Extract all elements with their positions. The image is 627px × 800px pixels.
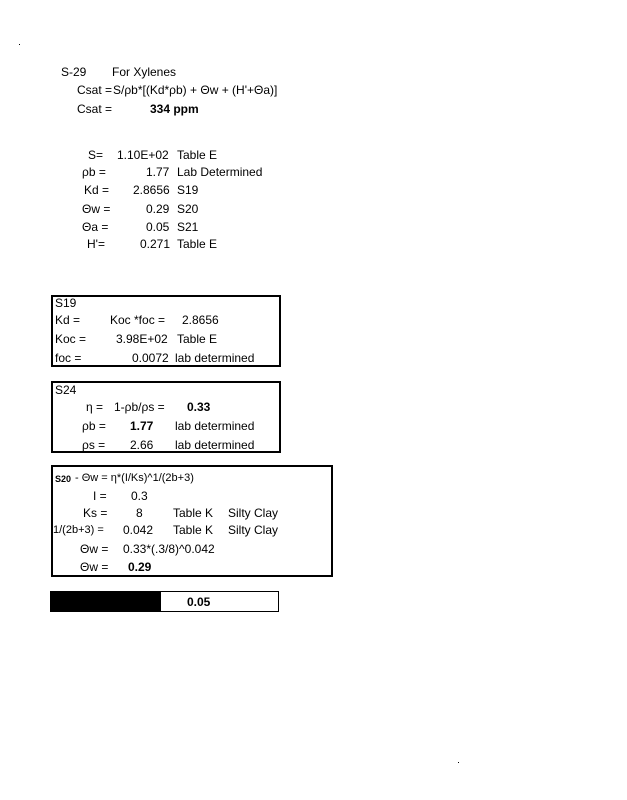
formula-rhs: S/ρb*[(Kd*ρb) + Θw + (H'+Θa)] — [113, 83, 278, 97]
s20-ks-soil: Silty Clay — [228, 506, 279, 520]
s20-header-formula: - Θw = η*(I/Ks)^1/(2b+3) — [75, 472, 194, 484]
formula-lhs: Csat = — [77, 83, 113, 97]
result-label: Csat = — [77, 102, 113, 116]
s20-exp-value: 0.042 — [123, 523, 154, 537]
s19-koc-value: 3.98E+02 — [116, 332, 168, 346]
s24-eta-value: 0.33 — [187, 400, 211, 414]
s19-kd-label: Kd = — [55, 313, 81, 327]
param-value-thetaw: 0.29 — [146, 202, 170, 216]
param-source-kd: S19 — [177, 183, 199, 197]
s19-foc-source: lab determined — [175, 351, 255, 365]
param-label-thetaa: Θa = — [82, 220, 109, 234]
s20-thw-expr: 0.33*(.3/8)^0.042 — [123, 542, 215, 556]
param-source-s: Table E — [177, 148, 218, 162]
param-source-thetaw: S20 — [177, 202, 199, 216]
footer-value: 0.05 — [187, 595, 211, 609]
s20-title: S20 — [55, 474, 72, 484]
s20-thw-value: 0.29 — [128, 560, 152, 574]
param-value-s: 1.10E+02 — [117, 148, 169, 162]
scan-speck-top — [19, 44, 20, 45]
s24-rhob-source: lab determined — [175, 419, 255, 433]
param-source-henry: Table E — [177, 237, 218, 251]
s20-exp-soil: Silty Clay — [228, 523, 279, 537]
s24-title: S24 — [55, 383, 77, 397]
value-cell-box — [159, 591, 279, 612]
s19-kd-expr: Koc *foc = — [110, 313, 166, 327]
section-id: S-29 — [61, 65, 87, 79]
param-value-henry: 0.271 — [140, 237, 171, 251]
s20-ks-label: Ks = — [83, 506, 108, 520]
param-source-rhob: Lab Determined — [177, 165, 263, 179]
param-label-henry: H'= — [87, 237, 105, 251]
scan-speck-bottom — [458, 762, 459, 763]
s24-rhob-label: ρb = — [82, 419, 106, 433]
s19-title: S19 — [55, 296, 77, 310]
s24-rhos-value: 2.66 — [130, 438, 154, 452]
label-cell-filled-black — [50, 591, 161, 612]
s20-exp-label: 1/(2b+3) = — [53, 524, 104, 536]
param-label-thetaw: Θw = — [82, 202, 111, 216]
param-label-kd: Kd = — [84, 183, 110, 197]
s20-ks-source: Table K — [173, 506, 214, 520]
s19-kd-value: 2.8656 — [182, 313, 219, 327]
s20-ks-value: 8 — [136, 506, 143, 520]
s24-rhos-source: lab determined — [175, 438, 255, 452]
s24-eta-expr: 1-ρb/ρs = — [114, 400, 165, 414]
section-title: For Xylenes — [112, 65, 177, 79]
s19-foc-label: foc = — [55, 351, 82, 365]
s24-rhos-label: ρs = — [82, 438, 106, 452]
s19-koc-source: Table E — [177, 332, 218, 346]
s24-eta-label: η = — [86, 400, 104, 414]
param-label-s: S= — [88, 148, 104, 162]
s19-koc-label: Koc = — [55, 332, 87, 346]
param-value-rhob: 1.77 — [146, 165, 170, 179]
s20-exp-source: Table K — [173, 523, 214, 537]
s24-rhob-value: 1.77 — [130, 419, 154, 433]
s20-i-value: 0.3 — [131, 489, 148, 503]
param-label-rhob: ρb = — [82, 165, 106, 179]
s19-foc-value: 0.0072 — [132, 351, 169, 365]
param-value-thetaa: 0.05 — [146, 220, 170, 234]
s20-thw-label: Θw = — [80, 560, 109, 574]
s20-i-label: I = — [93, 489, 107, 503]
result-value: 334 ppm — [150, 102, 199, 116]
param-source-thetaa: S21 — [177, 220, 199, 234]
param-value-kd: 2.8656 — [133, 183, 170, 197]
s20-thw-expr-label: Θw = — [80, 542, 109, 556]
